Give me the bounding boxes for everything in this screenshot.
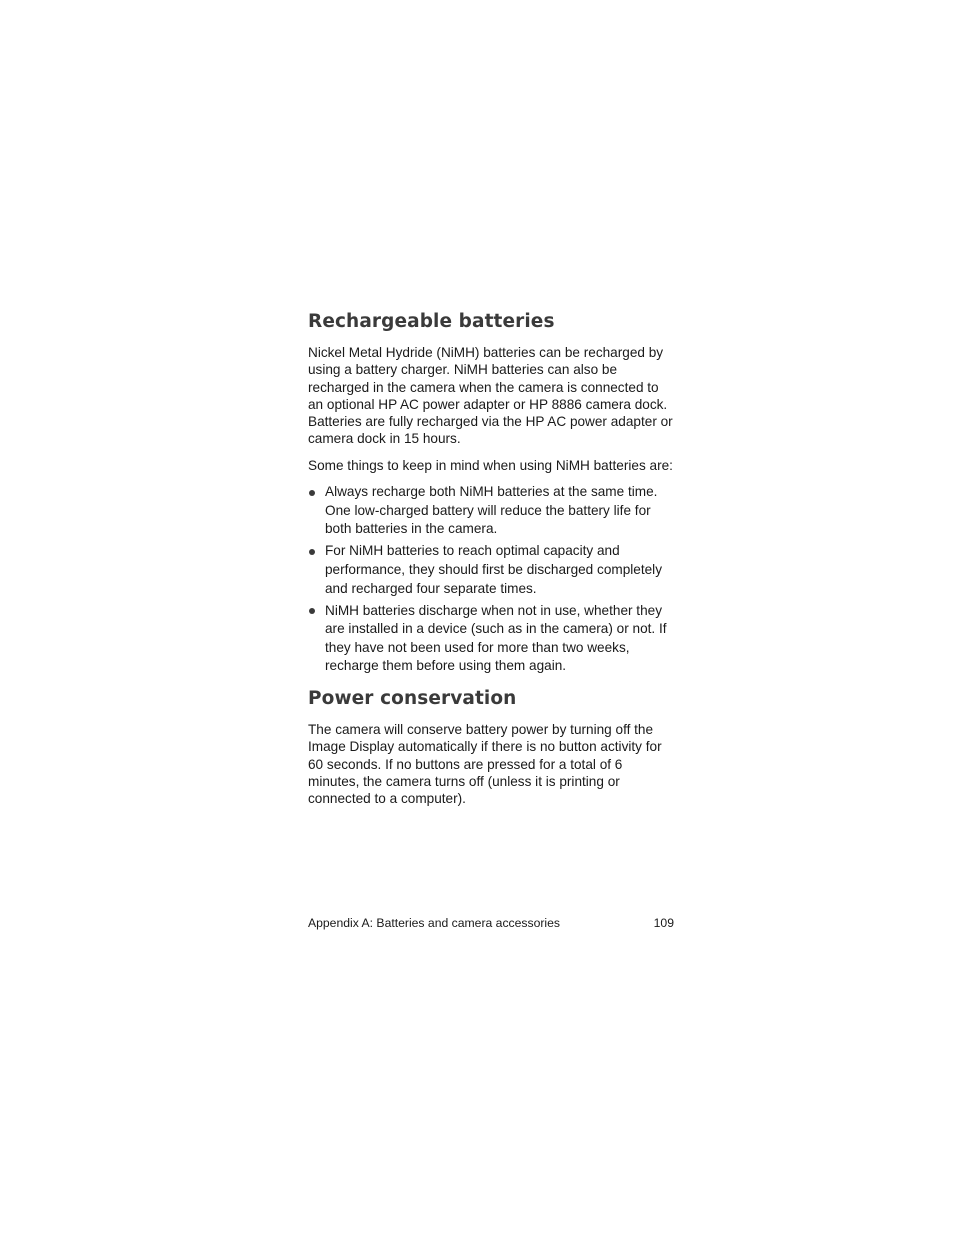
bullet-icon <box>309 608 315 614</box>
nimh-tips-list <box>308 483 674 676</box>
footer-chapter-title: Appendix A: Batteries and camera accessories <box>308 916 561 930</box>
list-item-text: For NiMH batteries to reach optimal capacity and performance, they should first be discharged completely and recharged four separate times. <box>325 543 662 596</box>
list-item-text: Always recharge both NiMH batteries at the same time. One low-charged battery will reduce the battery life for both batteries in the camera. <box>325 484 658 537</box>
list-item <box>308 542 674 598</box>
section-heading-power-conservation: Power conservation <box>308 688 517 710</box>
page-footer <box>308 915 674 931</box>
list-item <box>308 483 674 539</box>
list-item <box>308 602 674 676</box>
paragraph-power-conservation: The camera will conserve battery power by turning off the Image Display automatically if there is no button activity for 60 seconds. If no buttons are pressed for a total of 6 minutes, the camera turns off (unless it is printing or connected to a computer). <box>308 722 662 807</box>
bullet-icon <box>309 549 315 555</box>
paragraph-keep-in-mind: Some things to keep in mind when using NiMH batteries are: <box>308 457 673 473</box>
paragraph-nimh-intro: Nickel Metal Hydride (NiMH) batteries can be recharged by using a battery charger. NiMH batteries can also be recharged in the camera when the camera is connected to an optional HP AC power adapter or HP 8886 camera dock. Batteries are fully recharged via the HP AC power adapter or camera dock in 15 hours. <box>308 345 673 447</box>
bullet-icon <box>309 490 315 496</box>
page-content <box>308 309 674 817</box>
section-heading-rechargeable-batteries: Rechargeable batteries <box>308 311 555 332</box>
page-number: 109 <box>653 916 674 930</box>
list-item-text: NiMH batteries discharge when not in use, whether they are installed in a device (such as in the camera) or not. If they have not been used for more than two weeks, recharge them before using them again. <box>325 602 667 674</box>
